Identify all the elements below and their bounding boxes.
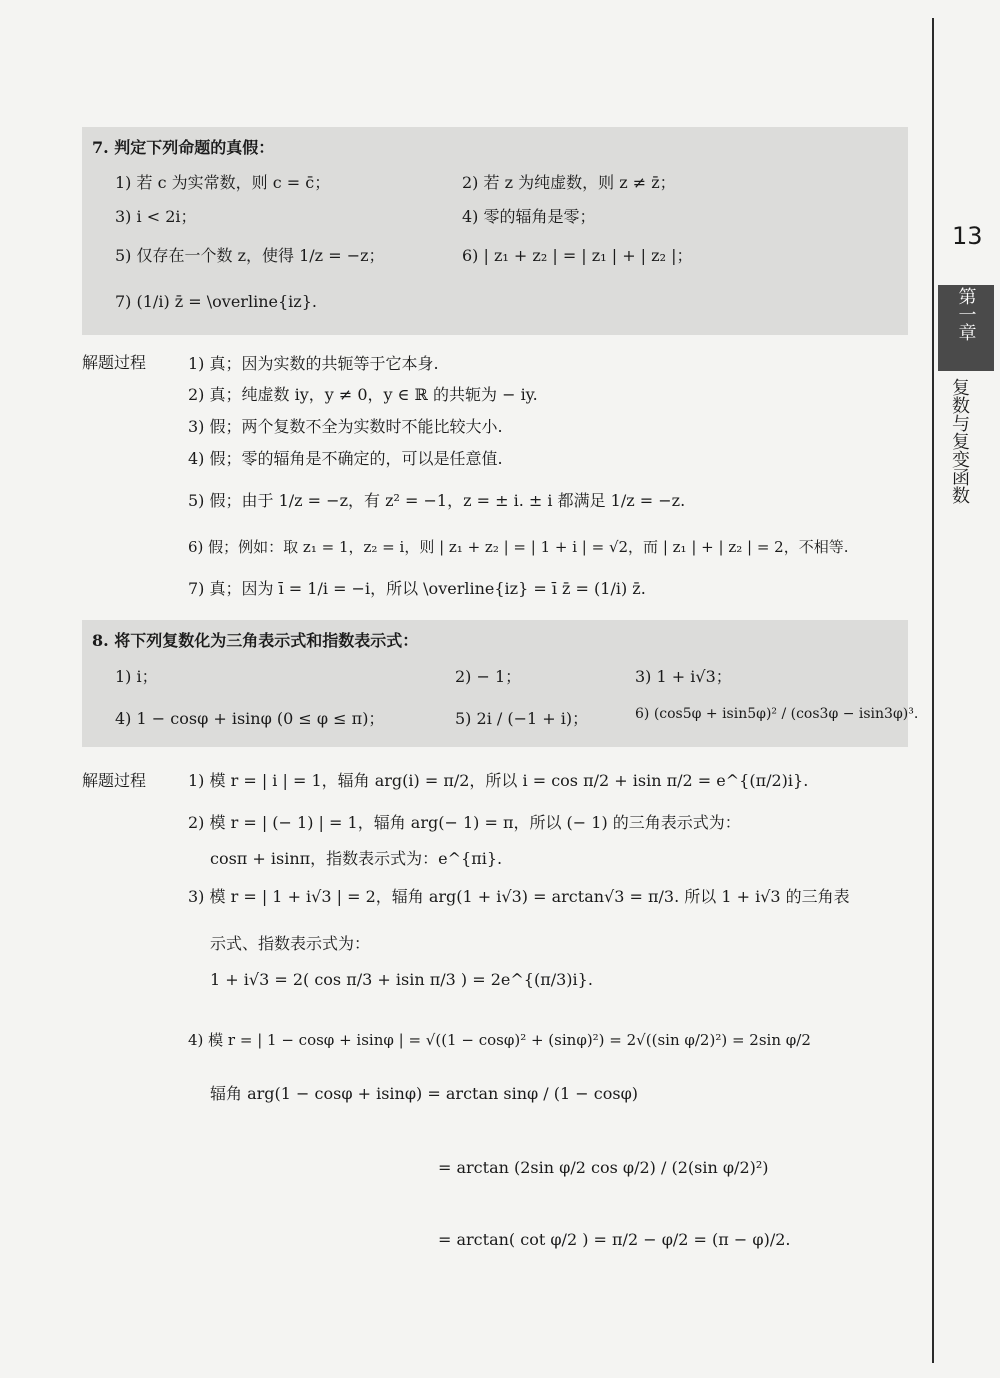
- solution-8-line: cosπ + isinπ，指数表示式为：e^{πi}.: [210, 849, 503, 868]
- solution-7-line: 1) 真；因为实数的共轭等于它本身.: [188, 354, 439, 373]
- solution-8-line: 示式、指数表示式为：: [210, 934, 371, 953]
- solution-7-line: 5) 假；由于 1/z = −z，有 z² = −1，z = ± i. ± i 都满足 1/z = −z.: [188, 491, 686, 510]
- solution-8-line: 辐角 arg(1 − cosφ + isinφ) = arctan sinφ / (1 − cosφ): [210, 1084, 639, 1103]
- problem-8-item: 5) 2i / (−1 + i)；: [455, 709, 589, 728]
- solution-8-line: 4) 模 r = | 1 − cosφ + isinφ | = √((1 − cosφ)² + (sinφ)²) = 2√((sin φ/2)²) = 2sin φ/2: [188, 1031, 811, 1049]
- chapter-title: 复数与复变函数: [949, 378, 970, 504]
- problem-7-item: 7) (1/i) z̄ = \overline{iz}.: [115, 292, 317, 311]
- problem-8-item: 1) i；: [115, 667, 158, 686]
- problem-8-heading: 8. 将下列复数化为三角表示式和指数表示式：: [92, 631, 419, 650]
- problem-7-item: 6) | z₁ + z₂ | = | z₁ | + | z₂ |；: [462, 246, 693, 265]
- problem-7-item: 1) 若 c 为实常数，则 c = c̄；: [115, 173, 331, 192]
- problem-7-item: 4) 零的辐角是零；: [462, 207, 596, 226]
- chapter-tab: [938, 285, 994, 371]
- problem-8-item: 3) 1 + i√3；: [635, 667, 732, 686]
- solution-8-line: 1) 模 r = | i | = 1，辐角 arg(i) = π/2，所以 i = cos π/2 + isin π/2 = e^{(π/2)i}.: [188, 771, 809, 790]
- solution-8-line: 1 + i√3 = 2( cos π/3 + isin π/3 ) = 2e^{(π/3)i}.: [210, 970, 593, 989]
- solution-7-line: 2) 真；纯虚数 iy，y ≠ 0，y ∈ ℝ 的共轭为 − iy.: [188, 385, 538, 404]
- problem-7-item: 5) 仅存在一个数 z，使得 1/z = −z；: [115, 246, 385, 265]
- problem-8-item: 4) 1 − cosφ + isinφ (0 ≤ φ ≤ π)；: [115, 709, 385, 728]
- problem-8-item: 6) (cos5φ + isin5φ)² / (cos3φ − isin3φ)³.: [635, 706, 919, 722]
- problem-7-item: 2) 若 z 为纯虚数，则 z ≠ z̄；: [462, 173, 676, 192]
- problem-7-heading: 7. 判定下列命题的真假：: [92, 138, 275, 157]
- solution-8-line: = arctan( cot φ/2 ) = π/2 − φ/2 = (π − φ)/2.: [438, 1230, 791, 1249]
- solution-8-line: = arctan (2sin φ/2 cos φ/2) / (2(sin φ/2)²): [438, 1158, 769, 1177]
- page-number: 13: [952, 222, 983, 250]
- margin-rule: [932, 18, 934, 1363]
- solution-8-line: 3) 模 r = | 1 + i√3 | = 2，辐角 arg(1 + i√3) = arctan√3 = π/3. 所以 1 + i√3 的三角表: [188, 887, 850, 906]
- solution-7-line: 6) 假；例如：取 z₁ = 1，z₂ = i，则 | z₁ + z₂ | = | 1 + i | = √2，而 | z₁ | + | z₂ | = 2，不相等.: [188, 538, 849, 556]
- solution-7-label: 解题过程: [82, 353, 147, 372]
- solution-7-line: 7) 真；因为 ī = 1/i = −i，所以 \overline{iz} = ī z̄ = (1/i) z̄.: [188, 579, 646, 598]
- solution-7-line: 3) 假；两个复数不全为实数时不能比较大小.: [188, 417, 503, 436]
- problem-7-item: 3) i < 2i；: [115, 207, 197, 226]
- solution-8-label: 解题过程: [82, 771, 147, 790]
- solution-8-line: 2) 模 r = | (− 1) | = 1，辐角 arg(− 1) = π，所以 (− 1) 的三角表示式为：: [188, 813, 741, 832]
- chapter-label: 第一章: [955, 287, 977, 341]
- problem-8-item: 2) − 1；: [455, 667, 522, 686]
- solution-7-line: 4) 假；零的辐角是不确定的，可以是任意值.: [188, 449, 503, 468]
